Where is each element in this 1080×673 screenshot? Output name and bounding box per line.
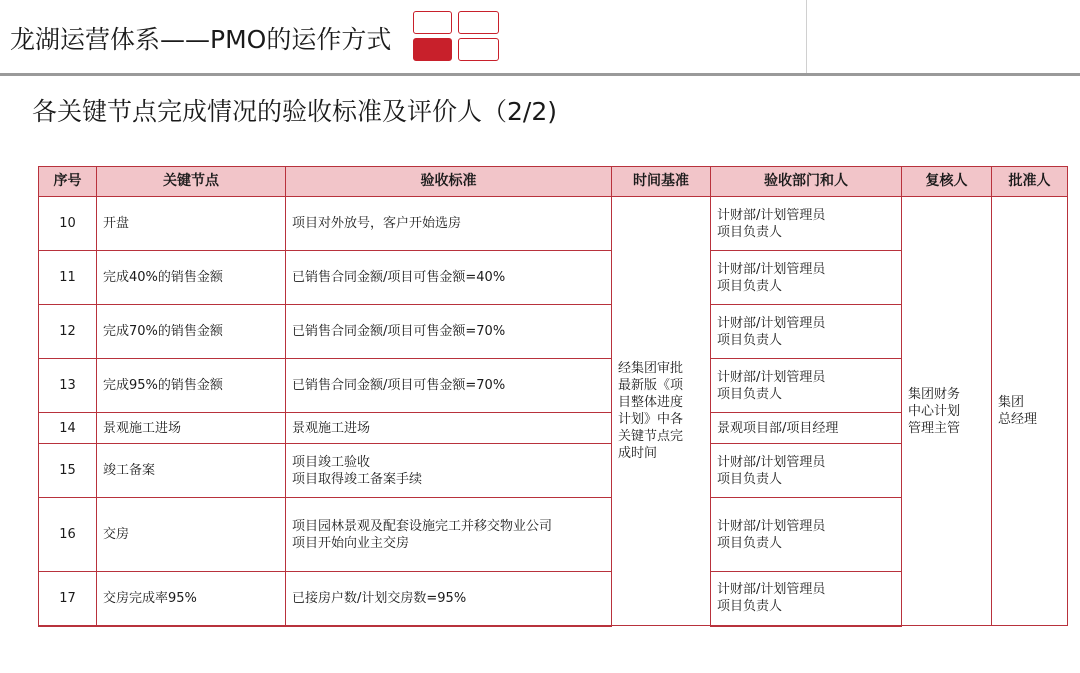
key-node: 开盘	[97, 197, 286, 251]
logo-icon	[411, 9, 501, 63]
key-node: 完成40%的销售金额	[97, 251, 286, 305]
table-row	[39, 197, 1068, 251]
table-header-row	[39, 167, 1068, 197]
acceptance-criteria: 已接房户数/计划交房数=95%	[286, 572, 612, 626]
row-number: 10	[39, 197, 97, 251]
row-number: 16	[39, 498, 97, 572]
column-header: 关键节点	[97, 167, 286, 197]
header-title: 龙湖运营体系——PMO的运作方式	[10, 25, 392, 54]
acceptance-dept: 计财部/计划管理员 项目负责人	[711, 572, 902, 626]
key-node: 完成95%的销售金额	[97, 359, 286, 413]
key-node: 交房	[97, 498, 286, 572]
approver: 集团 总经理	[992, 197, 1068, 626]
acceptance-dept: 计财部/计划管理员 项目负责人	[711, 305, 902, 359]
page-title: 各关键节点完成情况的验收标准及评价人（2/2)	[32, 97, 557, 126]
acceptance-criteria: 已销售合同金额/项目可售金额=40%	[286, 251, 612, 305]
acceptance-criteria: 项目园林景观及配套设施完工并移交物业公司 项目开始向业主交房	[286, 498, 612, 572]
acceptance-criteria: 已销售合同金额/项目可售金额=70%	[286, 359, 612, 413]
row-number: 11	[39, 251, 97, 305]
row-number: 14	[39, 413, 97, 444]
key-node: 完成70%的销售金额	[97, 305, 286, 359]
acceptance-dept: 计财部/计划管理员 项目负责人	[711, 251, 902, 305]
acceptance-criteria: 项目对外放号，客户开始选房	[286, 197, 612, 251]
acceptance-dept: 景观项目部/项目经理	[711, 413, 902, 444]
acceptance-criteria: 已销售合同金额/项目可售金额=70%	[286, 305, 612, 359]
column-header: 验收标准	[286, 167, 612, 197]
time-basis: 经集团审批 最新版《项 目整体进度 计划》中各 关键节点完 成时间	[612, 197, 711, 626]
header-divider	[806, 0, 807, 73]
acceptance-table	[38, 166, 1068, 627]
header-rule	[0, 73, 1080, 76]
acceptance-dept: 计财部/计划管理员 项目负责人	[711, 498, 902, 572]
acceptance-dept: 计财部/计划管理员 项目负责人	[711, 359, 902, 413]
row-number: 12	[39, 305, 97, 359]
column-header: 验收部门和人	[711, 167, 902, 197]
key-node: 交房完成率95%	[97, 572, 286, 626]
column-header: 时间基准	[612, 167, 711, 197]
acceptance-dept: 计财部/计划管理员 项目负责人	[711, 197, 902, 251]
column-header: 批准人	[992, 167, 1068, 197]
row-number: 15	[39, 444, 97, 498]
row-number: 13	[39, 359, 97, 413]
header-bar	[0, 0, 1080, 75]
key-node: 景观施工进场	[97, 413, 286, 444]
acceptance-criteria: 项目竣工验收 项目取得竣工备案手续	[286, 444, 612, 498]
acceptance-criteria: 景观施工进场	[286, 413, 612, 444]
reviewer: 集团财务 中心计划 管理主管	[902, 197, 992, 626]
key-node: 竣工备案	[97, 444, 286, 498]
column-header: 复核人	[902, 167, 992, 197]
acceptance-dept: 计财部/计划管理员 项目负责人	[711, 444, 902, 498]
column-header: 序号	[39, 167, 97, 197]
row-number: 17	[39, 572, 97, 626]
